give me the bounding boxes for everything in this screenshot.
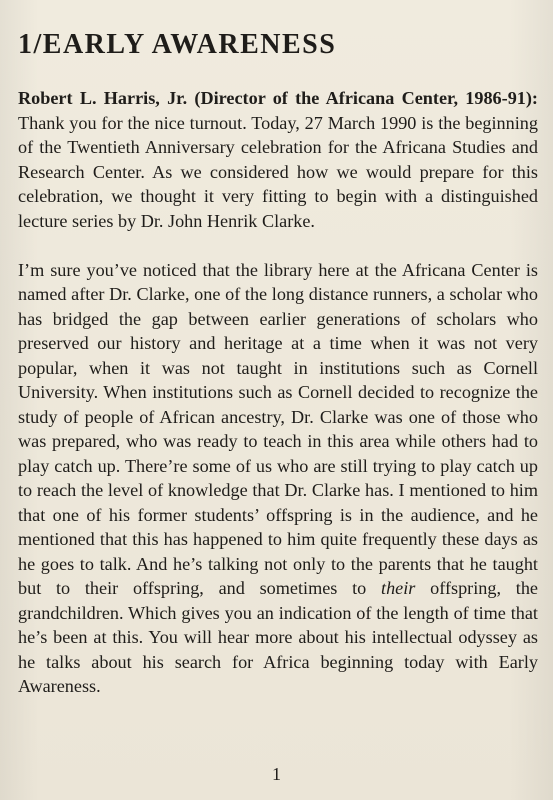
paragraph-main: [18, 258, 538, 699]
chapter-title: 1/EARLY AWARENESS: [18, 29, 337, 60]
speaker-attribution: Robert L. Harris, Jr. (Director of the Africana Center, 1986-91):: [18, 88, 538, 108]
paragraph-intro-text: Thank you for the nice turnout. Today, 27 March 1990 is the beginning of the Twentieth Anniversary celebration for the Africana Studies and Research Center. As we considered how we would prepare for this celebration, we thought it very fitting to begin with a distinguished lecture series by Dr. John Henrik Clarke.: [18, 112, 538, 231]
paragraph-main-text-after: offspring, the grandchildren. Which gives you an indication of the length of time that he’s been at this. You will hear more about his intellectual odyssey as he talks about his search for Africa beginning today with Early Awareness.: [18, 578, 538, 696]
paragraph-main-text-before: I’m sure you’ve noticed that the library here at the Africana Center is named after Dr. Clarke, one of the long distance runners, a scholar who has bridged the gap between earlier generations of scholars who preserved our history and heritage at a time when it was not very popular, when it was not taught in institutions such as Cornell University. When institutions such as Cornell decided to recognize the study of people of African ancestry, Dr. Clarke was one of those who was prepared, who was ready to teach in this area while others had to play catch up. There’re some of us who are still trying to play catch up to reach the level of knowledge that Dr. Clarke has. I mentioned to him that one of his former students’ offspring is in the audience, and he mentioned that this has happened to him quite frequently these days as he goes to talk. And he’s talking not only to the parents that he taught but to their offspring, and sometimes to: [18, 259, 538, 598]
page-number: 1: [272, 764, 281, 784]
body-text: [18, 86, 538, 699]
paragraph-intro: [18, 86, 538, 233]
emphasized-word: their: [381, 578, 416, 598]
